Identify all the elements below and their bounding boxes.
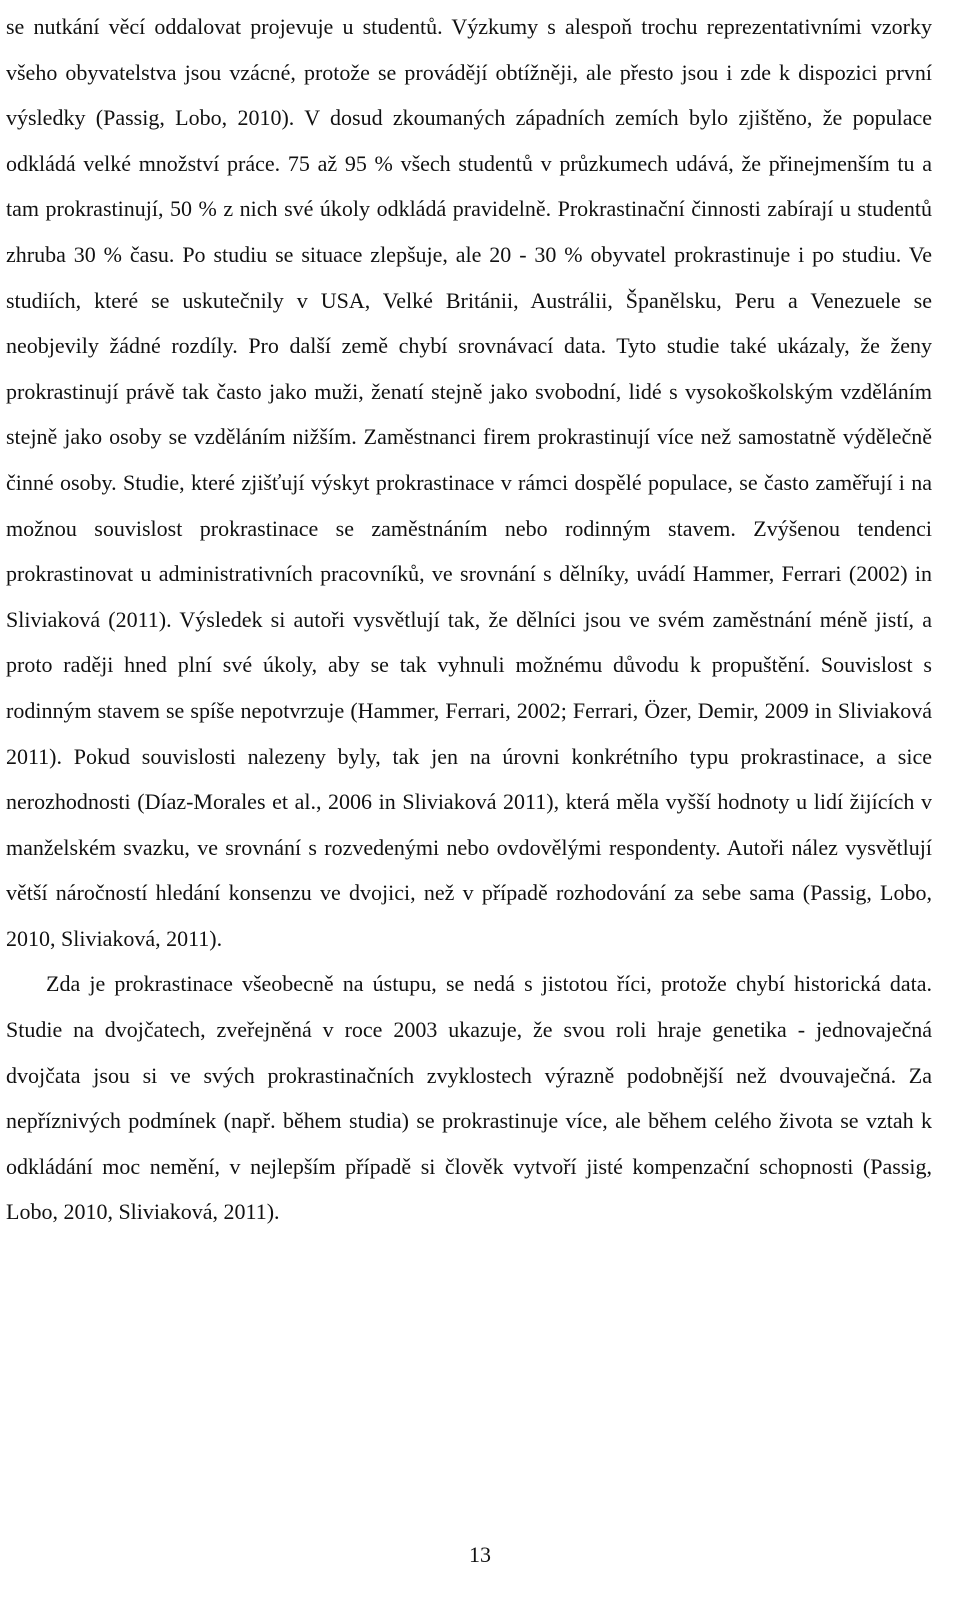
body-text xyxy=(6,4,932,1235)
paragraph-continued: se nutkání věcí oddalovat projevuje u studentů. Výzkumy s alespoň trochu reprezentativními vzorky všeho obyvatelstva jsou vzácné, protože se provádějí obtížněji, ale přesto jsou i zde k dispozici první výsledky (Passig, Lobo, 2010). V dosud zkoumaných západních zemích bylo zjištěno, že populace odkládá velké množství práce. 75 až 95 % všech studentů v průzkumech udává, že přinejmenším tu a tam prokrastinují, 50 % z nich své úkoly odkládá pravidelně. Prokrastinační činnosti zabírají u studentů zhruba 30 % času. Po studiu se situace zlepšuje, ale 20 - 30 % obyvatel prokrastinuje i po studiu. Ve studiích, které se uskutečnily v USA, Velké Británii, Austrálii, Španělsku, Peru a Venezuele se neobjevily žádné rozdíly. Pro další země chybí srovnávací data. Tyto studie také ukázaly, že ženy prokrastinují právě tak často jako muži, ženatí stejně jako svobodní, lidé s vysokoškolským vzděláním stejně jako osoby se vzděláním nižším. Zaměstnanci firem prokrastinují více než samostatně výdělečně činné osoby. Studie, které zjišťují výskyt prokrastinace v rámci dospělé populace, se často zaměřují i na možnou souvislost prokrastinace se zaměstnáním nebo rodinným stavem. Zvýšenou tendenci prokrastinovat u administrativních pracovníků, ve srovnání s dělníky, uvádí Hammer, Ferrari (2002) in Sliviaková (2011). Výsledek si autoři vysvětlují tak, že dělníci jsou ve svém zaměstnání méně jistí, a proto raději hned plní své úkoly, aby se tak vyhnuli možnému důvodu k propuštění. Souvislost s rodinným stavem se spíše nepotvrzuje (Hammer, Ferrari, 2002; Ferrari, Özer, Demir, 2009 in Sliviaková 2011). Pokud souvislosti nalezeny byly, tak jen na úrovni konkrétního typu prokrastinace, a sice nerozhodnosti (Díaz-Morales et al., 2006 in Sliviaková 2011), která měla vyšší hodnoty u lidí žijících v manželském svazku, ve srovnání s rozvedenými nebo ovdovělými respondenty. Autoři nález vysvětlují větší náročností hledání konsenzu ve dvojici, než v případě rozhodování za sebe sama (Passig, Lobo, 2010, Sliviaková, 2011). xyxy=(6,14,932,951)
paragraph-historical-data: Zda je prokrastinace všeobecně na ústupu, se nedá s jistotou říci, protože chybí historická data. Studie na dvojčatech, zveřejněná v roce 2003 ukazuje, že svou roli hraje genetika - jednovaječná dvojčata jsou si ve svých prokrastinačních zvyklostech výrazně podobnější než dvouvaječná. Za nepříznivých podmínek (např. během studia) se prokrastinuje více, ale během celého života se vztah k odkládání moc nemění, v nejlepším případě si člověk vytvoří jisté kompenzační schopnosti (Passig, Lobo, 2010, Sliviaková, 2011). xyxy=(6,971,932,1225)
page-number: 13 xyxy=(469,1542,491,1567)
